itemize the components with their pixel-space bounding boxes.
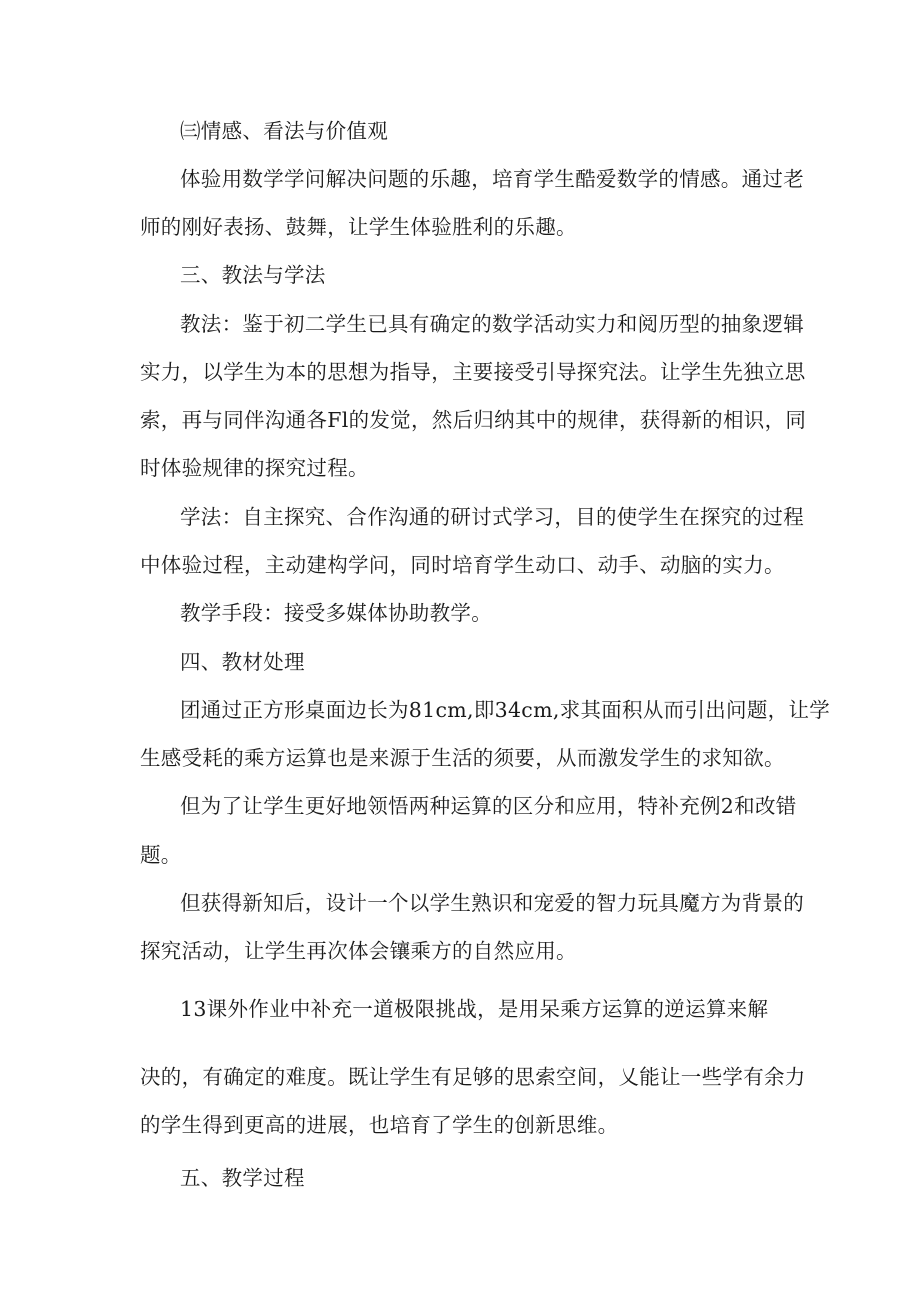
paragraph-line: 体验用数学学问解决问题的乐趣，培育学生酷爱数学的情感。通过老 [180, 167, 804, 191]
paragraph-line: 探究活动，让学生再次体会镶乘方的自然应用。 [140, 939, 577, 963]
paragraph-line: 但获得新知后，设计一个以学生熟识和宠爱的智力玩具魔方为背景的 [180, 891, 804, 915]
paragraph-line: 学法：自主探究、合作沟通的研讨式学习，目的使学生在探究的过程 [180, 505, 804, 529]
paragraph-line: 时体验规律的探究过程。 [140, 456, 369, 480]
section-heading: 四、教材处理 [180, 650, 305, 674]
section-heading: 三、教法与学法 [180, 263, 326, 287]
paragraph-line: 索，再与同伴沟通各Fl的发觉，然后归纳其中的规律，获得新的相识，同 [140, 408, 807, 432]
paragraph-line: 实力，以学生为本的思想为指导，主要接受引导探究法。让学生先独立思 [140, 360, 806, 384]
paragraph-line: 中体验过程，主动建构学问，同时培育学生动口、动手、动脑的实力。 [140, 553, 785, 577]
paragraph-line: 题。 [140, 843, 182, 867]
paragraph-line: 生感受耗的乘方运算也是来源于生活的须要，从而激发学生的求知欲。 [140, 746, 785, 770]
paragraph-line: 师的刚好表扬、鼓舞，让学生体验胜利的乐趣。 [140, 215, 577, 239]
section-heading: ㈢情感、看法与价值观 [180, 119, 388, 143]
paragraph-line: 团通过正方形桌面边长为81cm,即34cm,求其面积从而引出问题，让学 [180, 698, 831, 722]
paragraph-line: 教法：鉴于初二学生已具有确定的数学活动实力和阅历型的抽象逻辑 [180, 312, 804, 336]
paragraph-line: 决的，有确定的难度。既让学生有足够的思索空间，乂能让一些学有余力 [140, 1065, 806, 1089]
paragraph-line: 的学生得到更高的进展，也培育了学生的创新思维。 [140, 1113, 619, 1137]
section-heading: 五、教学过程 [180, 1166, 305, 1190]
paragraph-line: 教学手段：接受多媒体协助教学。 [180, 601, 492, 625]
paragraph-line: 但为了让学生更好地领悟两种运算的区分和应用，特补充例2和改错 [180, 794, 797, 818]
paragraph-line: 13课外作业中补充一道极限挑战，是用呆乘方运算的逆运算来解 [180, 997, 769, 1021]
